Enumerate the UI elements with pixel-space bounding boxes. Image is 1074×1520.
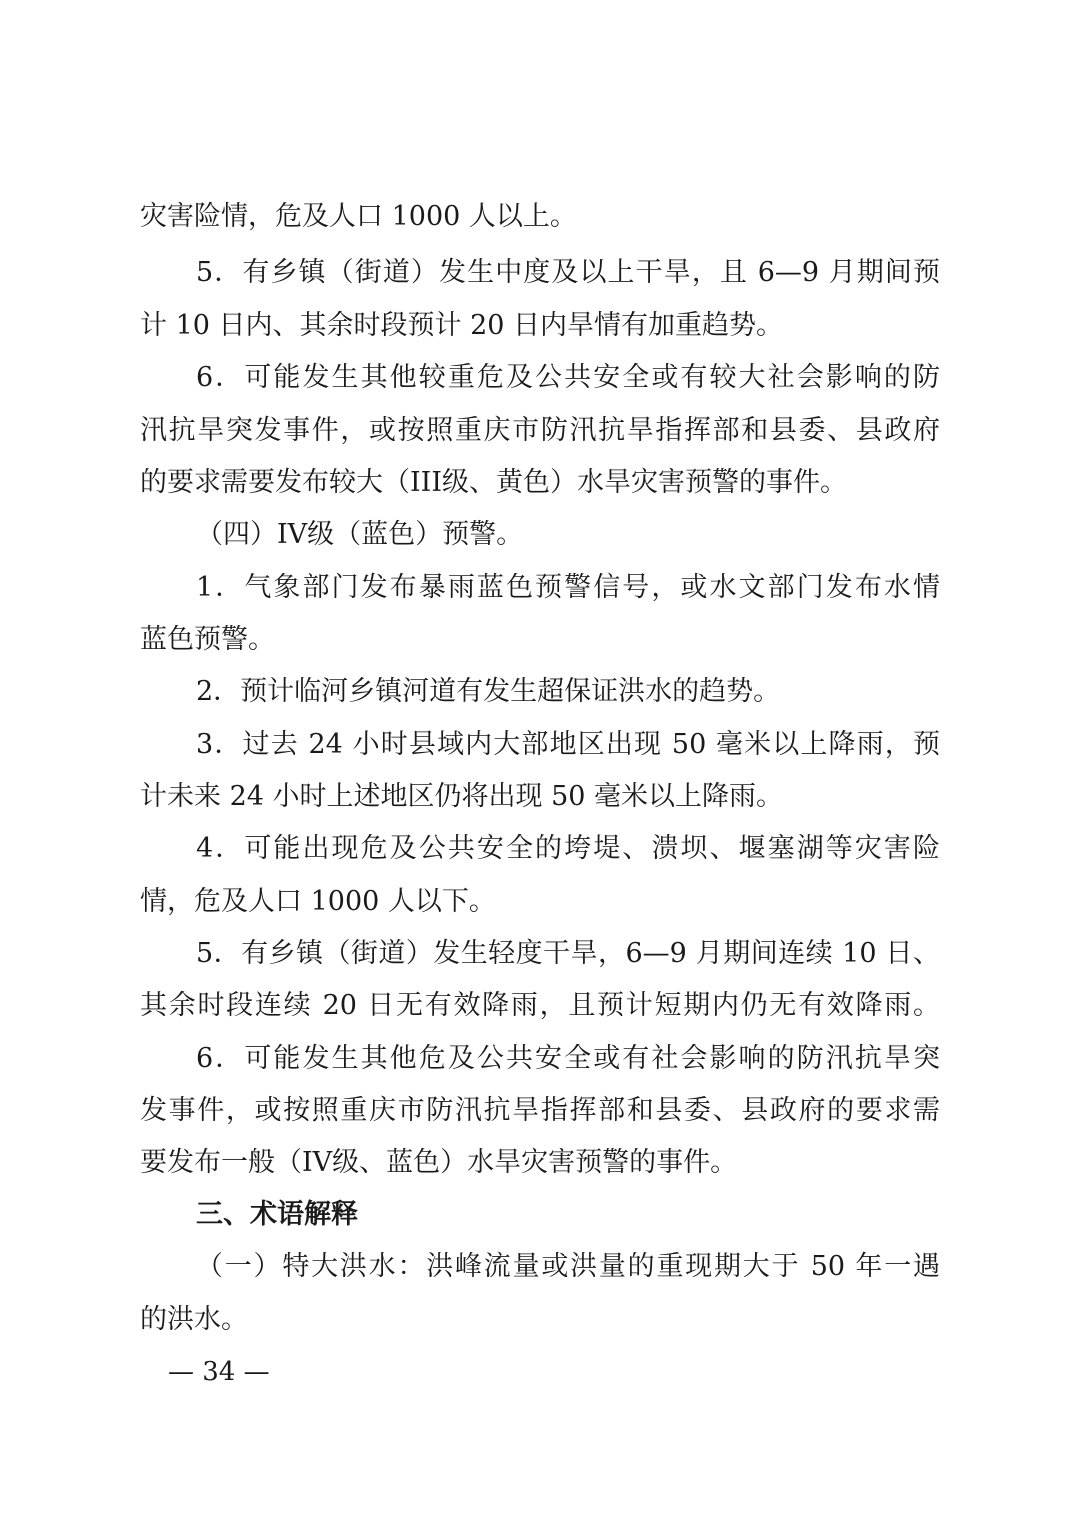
section-subheading: （四）IV级（蓝色）预警。 (196, 519, 524, 550)
paragraph-line: 灾害险情，危及人口 1000 人以上。 (140, 201, 577, 232)
paragraph-line: 蓝色预警。 (140, 624, 275, 655)
paragraph-line: 5．有乡镇（街道）发生中度及以上干旱，且 6—9 月期间预 (196, 257, 940, 288)
paragraph-line: 5．有乡镇（街道）发生轻度干旱，6—9 月期间连续 10 日、 (196, 938, 940, 969)
paragraph-line: 情，危及人口 1000 人以下。 (140, 886, 496, 917)
paragraph-line: （一）特大洪水：洪峰流量或洪量的重现期大于 50 年一遇 (196, 1251, 940, 1282)
paragraph-line: 计 10 日内、其余时段预计 20 日内旱情有加重趋势。 (140, 310, 784, 341)
paragraph-line: 要发布一般（IV级、蓝色）水旱灾害预警的事件。 (140, 1147, 738, 1178)
paragraph-line: 4．可能出现危及公共安全的垮堤、溃坝、堰塞湖等灾害险 (196, 833, 940, 864)
paragraph-line: 的要求需要发布较大（III级、黄色）水旱灾害预警的事件。 (140, 467, 847, 498)
page-number: — 34 — (168, 1357, 270, 1387)
paragraph-line: 计未来 24 小时上述地区仍将出现 50 毫米以上降雨。 (140, 781, 784, 812)
paragraph-line: 2．预计临河乡镇河道有发生超保证洪水的趋势。 (196, 676, 781, 707)
section-heading: 三、术语解释 (196, 1199, 358, 1230)
paragraph-line: 的洪水。 (140, 1304, 248, 1335)
paragraph-line: 汛抗旱突发事件，或按照重庆市防汛抗旱指挥部和县委、县政府 (140, 415, 940, 446)
paragraph-line: 6．可能发生其他危及公共安全或有社会影响的防汛抗旱突 (196, 1043, 940, 1074)
paragraph-line: 1．气象部门发布暴雨蓝色预警信号，或水文部门发布水情 (196, 572, 940, 603)
paragraph-line: 3．过去 24 小时县域内大部地区出现 50 毫米以上降雨，预 (196, 729, 940, 760)
paragraph-line: 发事件，或按照重庆市防汛抗旱指挥部和县委、县政府的要求需 (140, 1095, 940, 1126)
paragraph-line: 6．可能发生其他较重危及公共安全或有较大社会影响的防 (196, 362, 940, 393)
paragraph-line: 其余时段连续 20 日无有效降雨，且预计短期内仍无有效降雨。 (140, 990, 940, 1021)
